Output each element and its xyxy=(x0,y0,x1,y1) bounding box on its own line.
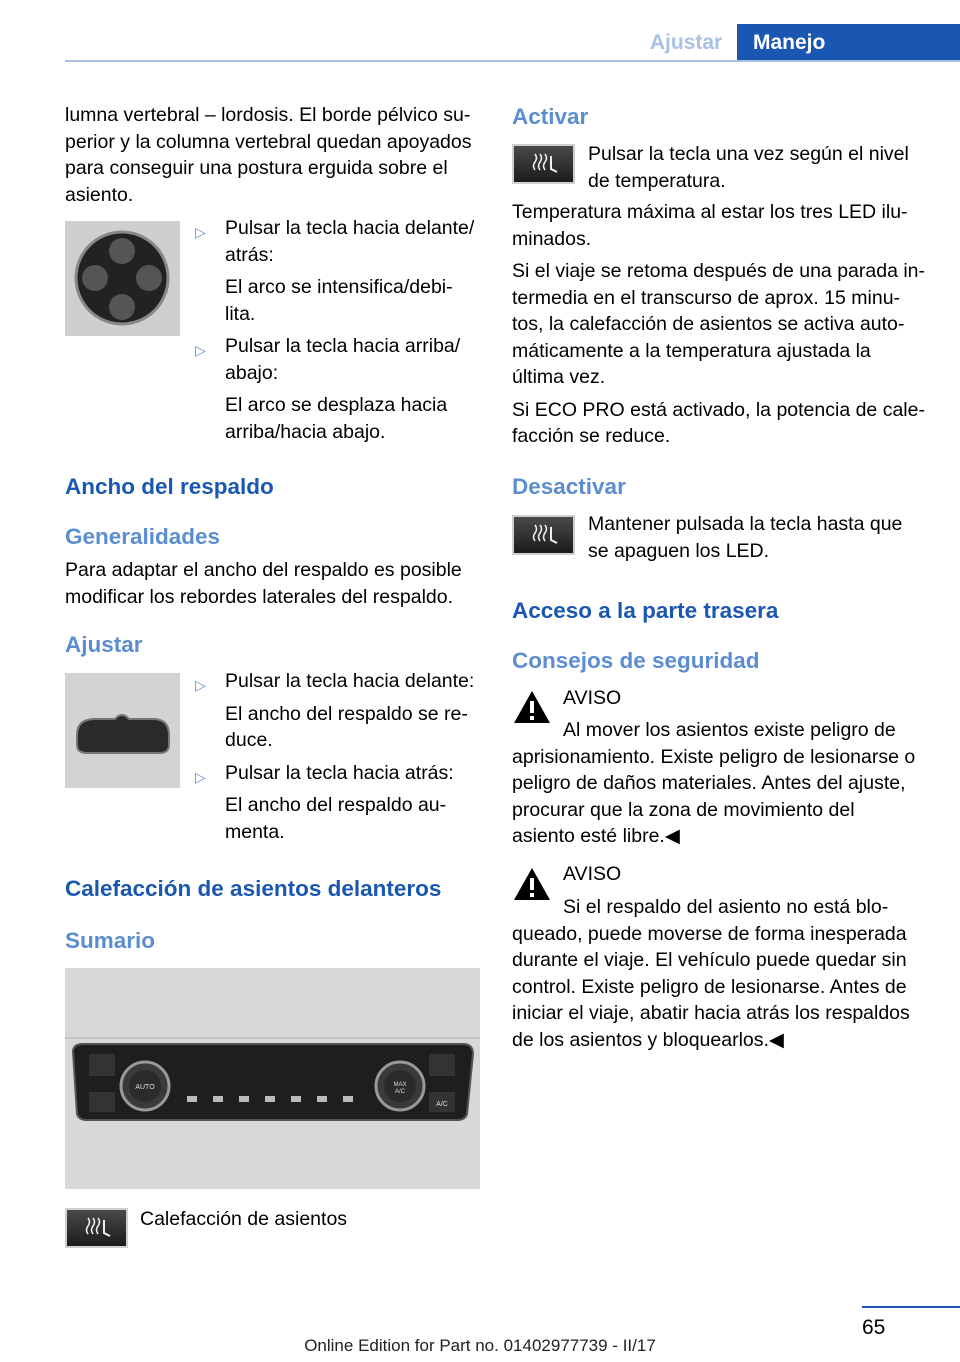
footer-rule xyxy=(862,1306,960,1308)
heading-activate: Activar xyxy=(512,104,589,129)
heading-safety: Consejos de seguridad xyxy=(512,648,760,673)
climate-panel-photo xyxy=(65,968,480,1189)
seat-heating-caption: Calefacción de asientos xyxy=(140,1208,348,1230)
seat-heating-button-icon xyxy=(512,515,575,555)
warning-1-text: Al mover los asientos existe peligro de aprisionamiento. Existe peligro de lesionarse o peligro de daños materiales. Antes del ajuste, procurar que la zona de movimiento del asiento esté libre.◀ xyxy=(512,719,916,847)
seat-heating-button-icon xyxy=(512,144,575,184)
svg-text:A/C: A/C xyxy=(394,1089,406,1095)
seat-heating-button-icon xyxy=(65,1208,128,1248)
lumbar-control-image xyxy=(65,221,180,336)
general-paragraph: Para adaptar el ancho del respaldo es posible modificar los rebordes laterales del respaldo. xyxy=(65,559,462,608)
warning-2-title: AVISO xyxy=(563,863,622,885)
intro-paragraph: lumna vertebral – lordosis. El borde pélvico su- perior y la columna vertebral quedan apoyados para conseguir una postura erguida sobre el asiento. xyxy=(65,104,472,206)
list-triangle-icon: ▷ xyxy=(195,342,206,358)
heading-adjust: Ajustar xyxy=(65,632,143,657)
width-control-image xyxy=(65,673,180,788)
list-triangle-icon: ▷ xyxy=(195,677,206,693)
deactivate-text: Mantener pulsada la tecla hasta que se apaguen los LED. xyxy=(588,513,903,562)
heading-general: Generalidades xyxy=(65,524,221,549)
header-tab-ajustar[interactable]: Ajustar xyxy=(649,30,723,54)
activate-paragraphs: Temperatura máxima al estar los tres LED ilu- minados. Si el viaje se retoma después de una parada in- termedia en el transcurso de aprox. 15 minu- tos, la calefacción de asientos se activa auto- máticamente a la temperatura ajustada la última vez. Si ECO PRO está activado, la potencia de cale- facción se reduce. xyxy=(512,201,926,447)
width-instructions: ▷ Pulsar la tecla hacia delante: El ancho del respaldo se re- duce. ▷ Pulsar la tecla hacia atrás: El ancho del respaldo au- menta. xyxy=(195,668,480,845)
panel-auto-label: AUTO xyxy=(135,1084,155,1091)
header-rule xyxy=(65,60,960,62)
activate-text: Pulsar la tecla una vez según el nivel de temperatura. xyxy=(588,143,909,192)
lumbar-instructions: ▷ Pulsar la tecla hacia delante/ atrás: El arco se intensifica/debi- lita. ▷ Pulsar la tecla hacia arriba/ abajo: El arco se desplaza hacia arriba/hacia abajo. xyxy=(195,215,480,445)
heading-seat-heating: Calefacción de asientos delanteros xyxy=(65,876,442,901)
heading-rear-access: Acceso a la parte trasera xyxy=(512,598,779,623)
list-triangle-icon: ▷ xyxy=(195,768,206,785)
page-number: 65 xyxy=(862,1316,886,1339)
list-triangle-icon: ▷ xyxy=(195,224,206,240)
footer-edition: Online Edition for Part no. 01402977739 - II/17 xyxy=(304,1336,656,1355)
heading-deactivate: Desactivar xyxy=(512,474,626,499)
panel-ac-label: A/C xyxy=(436,1101,448,1108)
warning-2-text: Si el respaldo del asiento no está blo- queado, puede moverse de forma inesperada durante el viaje. El vehículo puede quedar sin control. Existe peligro de lesionarse. Antes de iniciar el viaje, abatir hacia atrás los respaldos de los asientos y bloquearlos.◀ xyxy=(512,896,910,1051)
heading-backrest-width: Ancho del respaldo xyxy=(65,474,274,499)
svg-text:MAX: MAX xyxy=(393,1082,407,1088)
header-tab-manejo[interactable]: Manejo xyxy=(737,24,960,61)
warning-1-title: AVISO xyxy=(563,687,622,709)
heading-summary: Sumario xyxy=(65,928,156,953)
